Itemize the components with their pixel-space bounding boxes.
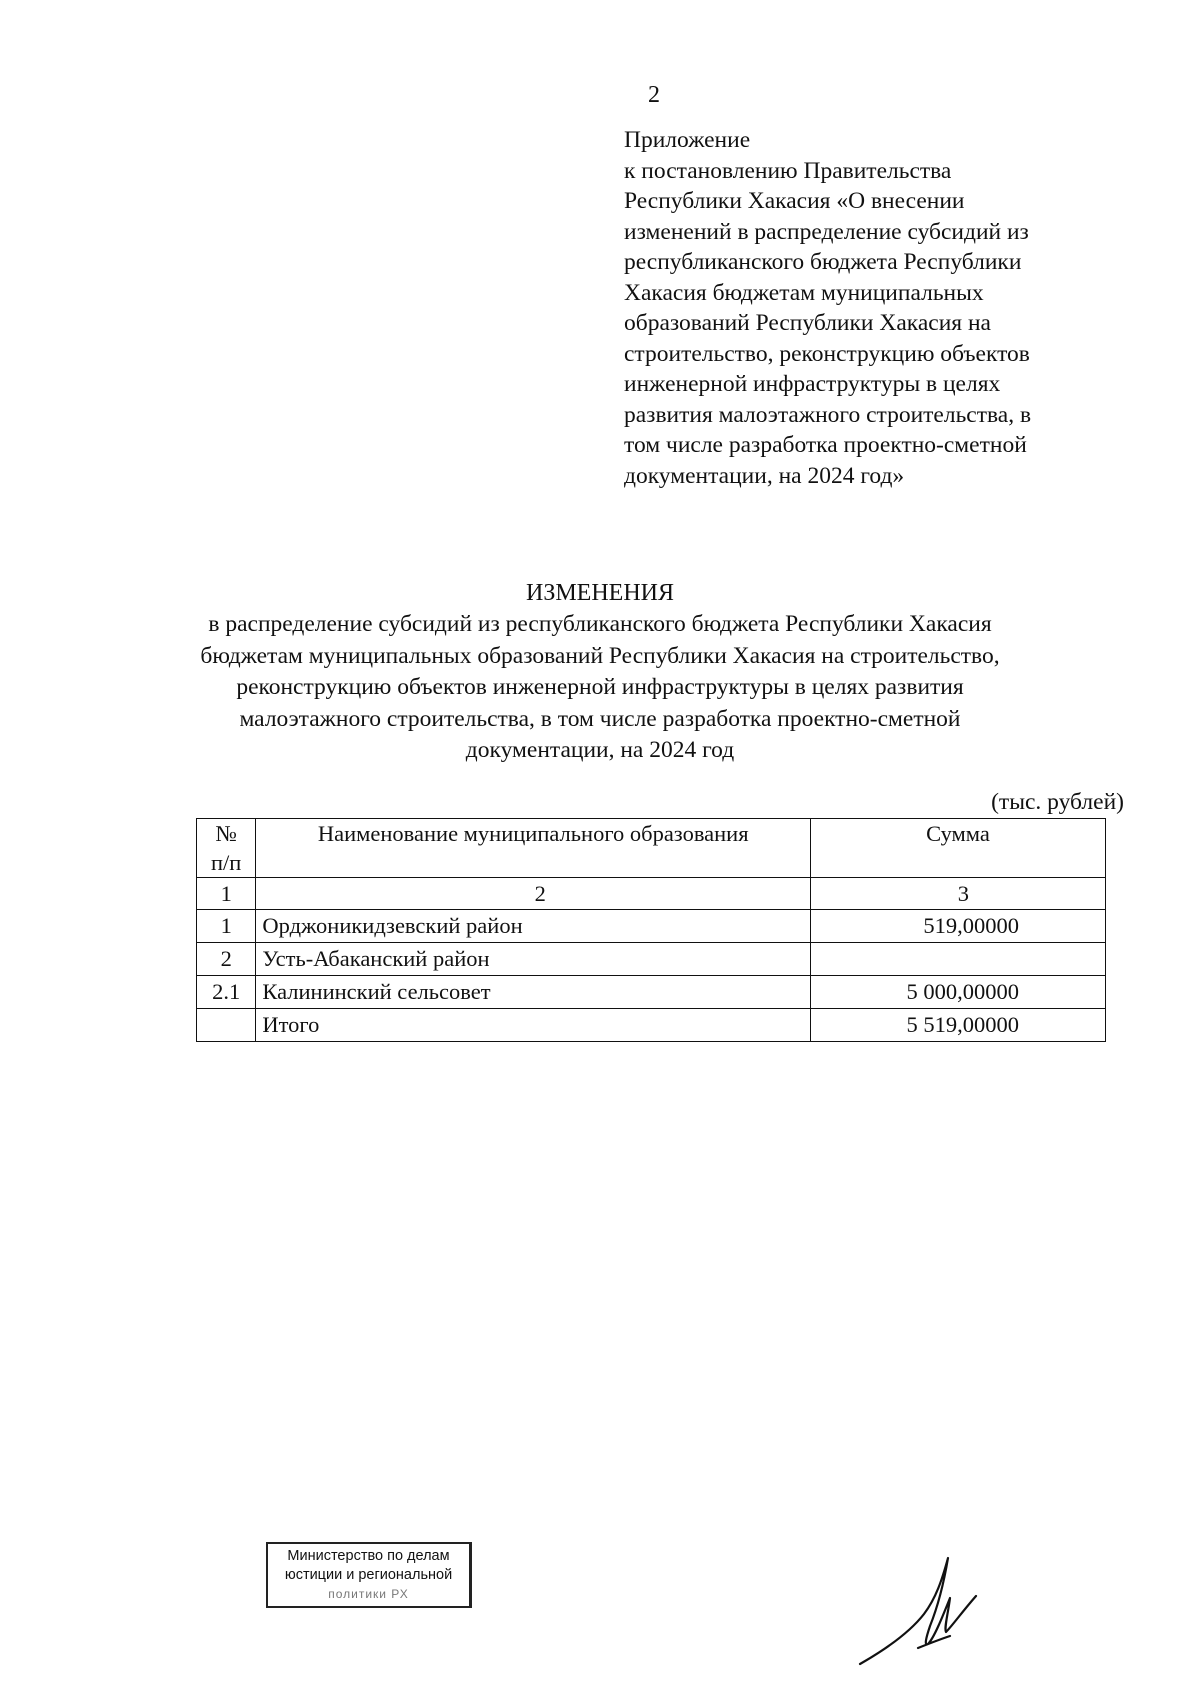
row-sum: 5 519,00000 — [811, 1009, 1106, 1042]
index-cell: 2 — [256, 878, 811, 910]
appendix-line: к постановлению Правительства — [624, 157, 952, 184]
document-subtitle — [150, 609, 1050, 767]
appendix-note — [624, 125, 1104, 491]
document-title: ИЗМЕНЕНИЯ — [525, 580, 675, 606]
subtitle-line: бюджетам муниципальных образований Республики Хакасия на строительство, — [200, 642, 1000, 669]
stamp-line: политики РХ — [328, 1587, 409, 1601]
subtitle-line: в распределение субсидий из республиканского бюджета Республики Хакасия — [208, 611, 992, 637]
row-name: Итого — [256, 1009, 811, 1042]
row-num: 2 — [197, 943, 256, 976]
row-num: 2.1 — [197, 976, 256, 1009]
row-sum: 5 000,00000 — [811, 976, 1106, 1009]
appendix-line: том числе разработка проектно-сметной — [624, 432, 1027, 458]
row-sum: 519,00000 — [811, 910, 1106, 943]
table-row — [197, 976, 1106, 1009]
row-num: 1 — [197, 910, 256, 943]
table-total-row — [197, 1009, 1106, 1042]
subtitle-line: малоэтажного строительства, в том числе разработка проектно-сметной — [239, 705, 961, 732]
row-name: Усть-Абаканский район — [256, 943, 811, 976]
appendix-line: Хакасия бюджетам муниципальных — [624, 279, 984, 306]
table-row — [197, 910, 1106, 943]
appendix-line: республиканского бюджета Республики — [624, 249, 1022, 275]
appendix-line: изменений в распределение субсидий из — [624, 218, 1029, 245]
row-num — [197, 1009, 256, 1042]
appendix-line: инженерной инфраструктуры в целях — [624, 371, 1001, 397]
stamp-line: Министерство по делам — [287, 1548, 450, 1564]
page-number: 2 — [648, 82, 660, 108]
subsidies-table — [196, 818, 1106, 1042]
table-row — [197, 943, 1106, 976]
stamp-line: юстиции и региональной — [284, 1567, 453, 1583]
table-index-row — [197, 878, 1106, 910]
appendix-line: строительство, реконструкцию объектов — [624, 340, 1030, 367]
index-cell: 3 — [811, 878, 1106, 910]
header-num-abbr: п/п — [211, 850, 242, 875]
index-cell: 1 — [197, 878, 256, 910]
appendix-line: образований Республики Хакасия на — [624, 310, 991, 336]
table-header-row — [197, 819, 1106, 878]
row-name: Калининский сельсовет — [256, 976, 811, 1009]
ministry-stamp — [266, 1542, 472, 1608]
header-num-symbol: № — [215, 821, 237, 846]
appendix-line: развития малоэтажного строительства, в — [624, 401, 1032, 428]
header-sum-cell: Сумма — [811, 819, 1106, 878]
appendix-line: Республики Хакасия «О внесении — [624, 188, 965, 214]
appendix-line: документации, на 2024 год» — [624, 462, 905, 489]
units-label: (тыс. рублей) — [991, 789, 1124, 815]
signature-icon — [858, 1552, 998, 1670]
subtitle-line: реконструкцию объектов инженерной инфраструктуры в целях развития — [236, 674, 964, 700]
header-name-cell: Наименование муниципального образования — [256, 819, 811, 878]
appendix-line: Приложение — [624, 127, 751, 153]
row-name: Орджоникидзевский район — [256, 910, 811, 943]
header-num-cell — [197, 819, 256, 878]
subtitle-line: документации, на 2024 год — [465, 737, 735, 763]
row-sum — [811, 943, 1106, 976]
